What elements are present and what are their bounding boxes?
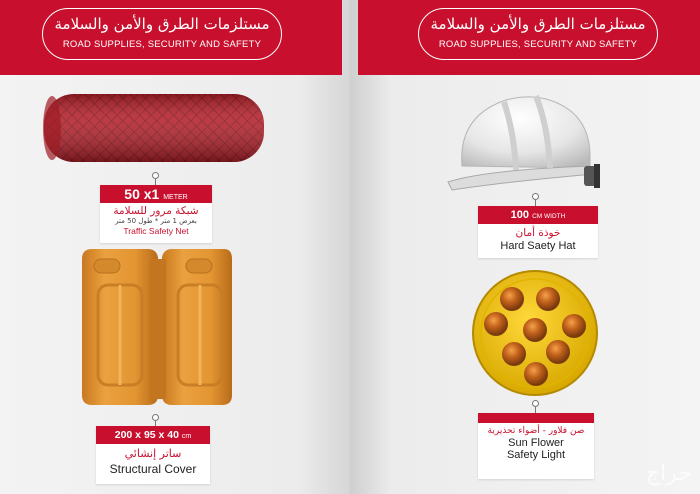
left-header-title-pill bbox=[42, 8, 282, 60]
cover-size-bar bbox=[96, 426, 210, 444]
cover-name-en: Structural Cover bbox=[109, 462, 197, 476]
sun-flower-light-label bbox=[478, 413, 594, 479]
hard-hat-label bbox=[478, 206, 598, 258]
hat-name-ar: خوذة أمان bbox=[515, 227, 561, 239]
hat-size-unit: CM WIDTH bbox=[532, 213, 566, 220]
traffic-safety-net-label bbox=[100, 185, 212, 243]
cover-size-value: 200 x 95 x 40 bbox=[114, 429, 179, 441]
left-header-title-ar: مستلزمات الطرق والأمن والسلامة bbox=[54, 15, 270, 33]
net-size-unit: METER bbox=[163, 194, 188, 201]
light-label-pin bbox=[532, 400, 539, 407]
hat-size-bar bbox=[478, 206, 598, 224]
light-name-en-line1: Sun Flower bbox=[508, 437, 564, 449]
light-name-ar: صن فلاور - أضواء تحذيرية bbox=[487, 426, 585, 436]
net-spec-ar: بعرض 1 متر * طول 50 متر bbox=[115, 217, 197, 225]
left-header-banner bbox=[0, 0, 342, 75]
net-label-pin bbox=[152, 172, 159, 179]
hard-hat-image bbox=[444, 86, 604, 194]
cover-size-unit: cm bbox=[181, 433, 192, 440]
right-header-title-en: ROAD SUPPLIES, SECURITY AND SAFETY bbox=[438, 39, 638, 50]
structural-cover-image bbox=[78, 245, 236, 410]
hat-label-pin bbox=[532, 193, 539, 200]
cover-label-pin bbox=[152, 414, 159, 421]
left-header-title-en: ROAD SUPPLIES, SECURITY AND SAFETY bbox=[62, 39, 262, 50]
cover-name-ar: ساتر إنشائي bbox=[124, 447, 182, 460]
right-page bbox=[350, 0, 700, 494]
net-size-value: 50 x1 bbox=[124, 186, 160, 202]
traffic-safety-net-image bbox=[38, 92, 270, 168]
net-name-en: Traffic Safety Net bbox=[123, 226, 189, 236]
structural-cover-label bbox=[96, 426, 210, 484]
net-name-ar: شبكة مرور للسلامة bbox=[113, 205, 199, 217]
light-name-en-line2: Safety Light bbox=[506, 449, 566, 461]
sun-flower-light-image bbox=[470, 268, 600, 398]
net-size-bar bbox=[100, 185, 212, 203]
right-header-banner bbox=[358, 0, 700, 75]
right-header-title-ar: مستلزمات الطرق والأمن والسلامة bbox=[430, 15, 646, 33]
right-header-title-pill bbox=[418, 8, 658, 60]
hat-name-en: Hard Saety Hat bbox=[500, 240, 576, 252]
hat-size-value: 100 bbox=[510, 209, 530, 221]
light-top-bar bbox=[478, 413, 594, 423]
haraj-watermark: حراج bbox=[645, 461, 692, 486]
